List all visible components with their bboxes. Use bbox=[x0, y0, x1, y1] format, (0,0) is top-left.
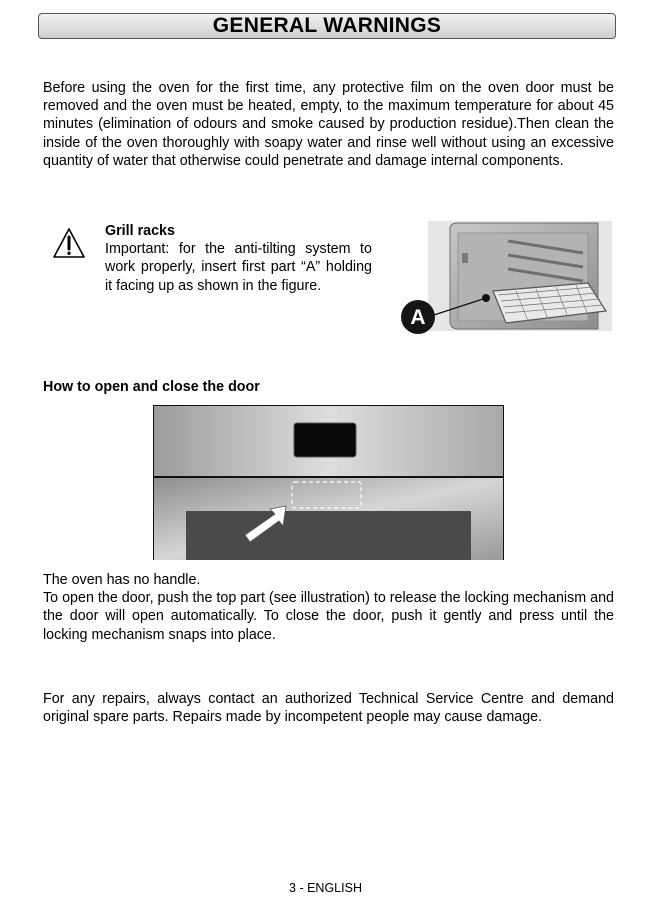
oven-door-illustration bbox=[153, 405, 504, 560]
grill-rack-illustration bbox=[398, 221, 612, 336]
grill-racks-heading: Grill racks bbox=[105, 223, 175, 239]
door-text-line-1: The oven has no handle. bbox=[43, 572, 201, 588]
intro-paragraph: Before using the oven for the first time, any protective film on the oven door must be removed and the oven must be heated, empty, to the maximum temperature for about 45 minutes (elimination of odours and smoke caused by production residue).Then clean the inside of the oven thoroughly with soapy water and rinse well without using an excessive quantity of water that otherwise could penetrate and damage internal components. bbox=[43, 80, 614, 169]
repairs-paragraph: For any repairs, always contact an authorized Technical Service Centre and demand original spare parts. Repairs made by incompetent people may cause damage. bbox=[43, 691, 614, 726]
door-heading: How to open and close the door bbox=[43, 379, 260, 395]
figure-label-a: A bbox=[410, 306, 426, 329]
warning-icon bbox=[52, 227, 86, 259]
grill-racks-section bbox=[105, 222, 372, 295]
door-instructions bbox=[43, 571, 614, 644]
title-banner bbox=[38, 13, 616, 39]
grill-racks-text: Important: for the anti-tilting system to work properly, insert first part “A” holding it facing up as shown in the figure. bbox=[105, 241, 372, 294]
door-text-line-2: To open the door, push the top part (see illustration) to release the locking mechanism and the door will open automatically. To close the door, push it gently and press until the locking mechanism snaps into place. bbox=[43, 590, 614, 643]
page-footer: 3 - ENGLISH bbox=[289, 881, 362, 895]
page-title: GENERAL WARNINGS bbox=[212, 14, 442, 37]
